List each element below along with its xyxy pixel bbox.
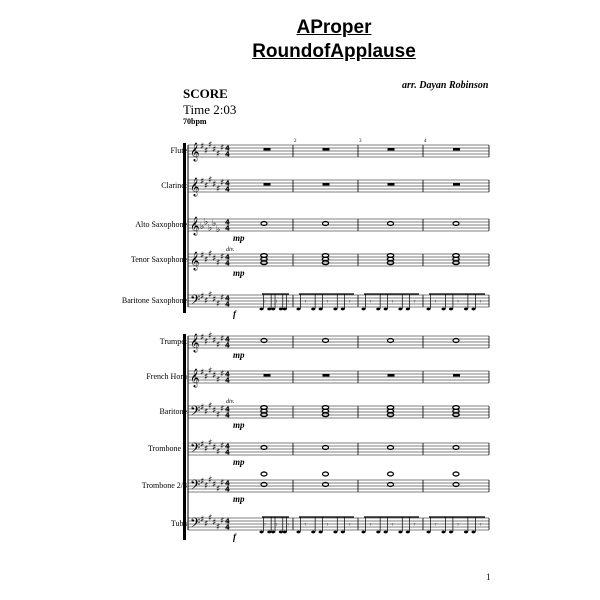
tempo-label: 70bpm: [183, 117, 207, 126]
sharp-icon: ♯: [220, 478, 225, 489]
eighth-rest-icon: 𝄾: [369, 298, 372, 306]
eighth-rest-icon: 𝄾: [348, 521, 351, 529]
whole-note-icon: [261, 446, 267, 450]
sharp-icon: ♯: [216, 410, 221, 421]
whole-rest-icon: [388, 374, 395, 377]
whole-note-icon: [261, 483, 267, 487]
whole-rest-icon: [323, 183, 330, 186]
eighth-rest-icon: 𝄾: [275, 521, 278, 529]
whole-rest-icon: [264, 148, 271, 151]
sharp-icon: ♯: [204, 296, 209, 307]
sharp-icon: ♯: [220, 178, 225, 189]
time-signature-top: 4: [225, 370, 230, 379]
whole-rest-icon: [453, 374, 460, 377]
sharp-icon: ♯: [208, 290, 213, 301]
sharp-icon: ♯: [212, 295, 217, 305]
instrument-name: Flute: [170, 146, 187, 155]
instrument-name: Alto Saxophone: [135, 220, 187, 229]
eighth-note-icon: [398, 308, 402, 311]
eighth-note-icon: [442, 308, 446, 311]
whole-note-icon: [453, 339, 459, 343]
eighth-note-icon: [260, 308, 264, 311]
bass-clef-icon: 𝄢: [190, 477, 201, 496]
eighth-rest-icon: 𝄾: [304, 521, 307, 529]
sharp-icon: ♯: [208, 140, 213, 151]
sharp-icon: ♯: [204, 181, 209, 192]
brass-bracket: [183, 334, 186, 540]
whole-rest-icon: [388, 183, 395, 186]
eighth-note-icon: [333, 308, 337, 311]
sharp-icon: ♯: [204, 146, 209, 157]
eighth-note-icon: [406, 531, 410, 534]
dynamic-marking: mp: [233, 233, 245, 243]
instrument-name: Tuba: [170, 519, 187, 528]
divisi-marking: div.: [226, 399, 235, 405]
eighth-note-icon: [427, 308, 431, 311]
time-signature-bottom: 4: [225, 523, 230, 532]
page-number: 1: [486, 572, 491, 582]
whole-note-icon: [323, 472, 329, 476]
instrument-name: Trumpet: [159, 337, 187, 346]
score-label: SCORE: [183, 86, 228, 101]
eighth-note-icon: [260, 531, 264, 534]
eighth-note-icon: [376, 308, 380, 311]
sharp-icon: ♯: [216, 340, 221, 351]
eighth-note-icon: [279, 531, 283, 534]
dynamic-marking: f: [233, 532, 236, 542]
whole-note-icon: [323, 222, 329, 226]
eighth-rest-icon: 𝄾: [263, 521, 266, 529]
sharp-icon: ♯: [208, 513, 213, 524]
sharp-icon: ♯: [208, 401, 213, 412]
eighth-rest-icon: 𝄾: [413, 521, 416, 529]
eighth-note-icon: [384, 308, 388, 311]
eighth-note-icon: [472, 308, 476, 311]
sharp-icon: ♯: [212, 180, 217, 190]
instrument-name: Baritone: [159, 407, 187, 416]
sharp-icon: ♯: [204, 481, 209, 492]
whole-rest-icon: [388, 148, 395, 151]
dynamic-marking: f: [233, 309, 236, 319]
dynamic-marking: mp: [233, 350, 245, 360]
sharp-icon: ♯: [220, 293, 225, 304]
eighth-rest-icon: 𝄾: [348, 298, 351, 306]
sharp-icon: ♯: [216, 522, 221, 533]
sharp-icon: ♯: [204, 519, 209, 530]
sharp-icon: ♯: [200, 333, 205, 343]
sharp-icon: ♯: [216, 299, 221, 310]
eighth-note-icon: [464, 308, 468, 311]
eighth-rest-icon: 𝄾: [479, 521, 482, 529]
eighth-note-icon: [311, 308, 315, 311]
bass-clef-icon: 𝄢: [190, 292, 201, 311]
eighth-note-icon: [341, 308, 345, 311]
eighth-note-icon: [341, 531, 345, 534]
dynamic-marking: mp: [233, 420, 245, 430]
eighth-rest-icon: 𝄾: [413, 298, 416, 306]
time-signature-bottom: 4: [225, 259, 230, 268]
title-line-2: RoundofApplause: [252, 41, 416, 62]
eighth-rest-icon: 𝄾: [391, 521, 394, 529]
sharp-icon: ♯: [204, 337, 209, 348]
whole-note-icon: [453, 472, 459, 476]
sharp-icon: ♯: [204, 255, 209, 266]
sharp-icon: ♯: [212, 145, 217, 155]
sharp-icon: ♯: [200, 403, 205, 413]
eighth-rest-icon: 𝄾: [263, 298, 266, 306]
time-signature-bottom: 4: [225, 300, 230, 309]
time-signature-top: 4: [225, 294, 230, 303]
whole-note-icon: [388, 222, 394, 226]
eighth-note-icon: [283, 531, 287, 534]
whole-rest-icon: [323, 148, 330, 151]
whole-rest-icon: [323, 374, 330, 377]
instrument-name: Trombone 1: [147, 444, 187, 453]
eighth-note-icon: [311, 531, 315, 534]
whole-note-icon: [388, 446, 394, 450]
sharp-icon: ♯: [216, 149, 221, 160]
sharp-icon: ♯: [220, 441, 225, 452]
whole-note-icon: [323, 446, 329, 450]
eighth-rest-icon: 𝄾: [304, 298, 307, 306]
eighth-note-icon: [472, 531, 476, 534]
sharp-icon: ♯: [200, 177, 205, 187]
eighth-rest-icon: 𝄾: [369, 521, 372, 529]
whole-note-icon: [261, 222, 267, 226]
whole-note-icon: [453, 446, 459, 450]
arranger-credit: arr. Dayan Robinson: [402, 80, 489, 91]
sharp-icon: ♯: [208, 366, 213, 377]
time-signature-bottom: 4: [225, 411, 230, 420]
flat-icon: ♭: [200, 222, 205, 232]
eighth-note-icon: [406, 308, 410, 311]
bass-clef-icon: 𝄢: [190, 515, 201, 534]
time-signature-bottom: 4: [225, 224, 230, 233]
treble-clef-icon: 𝄞: [190, 216, 200, 235]
sharp-icon: ♯: [220, 516, 225, 527]
eighth-rest-icon: 𝄾: [479, 298, 482, 306]
eighth-note-icon: [297, 308, 301, 311]
title-line-1: AProper: [296, 17, 372, 38]
eighth-note-icon: [297, 531, 301, 534]
sharp-icon: ♯: [208, 475, 213, 486]
whole-note-icon: [388, 483, 394, 487]
sharp-icon: ♯: [208, 249, 213, 260]
measure-number: 2: [294, 139, 297, 144]
sharp-icon: ♯: [212, 254, 217, 264]
sharp-icon: ♯: [200, 440, 205, 450]
sharp-icon: ♯: [212, 406, 217, 416]
sharp-icon: ♯: [200, 142, 205, 152]
eighth-note-icon: [319, 531, 323, 534]
whole-note-icon: [323, 483, 329, 487]
sharp-icon: ♯: [220, 252, 225, 263]
eighth-note-icon: [464, 531, 468, 534]
flat-icon: ♭: [204, 217, 209, 228]
time-signature-bottom: 4: [225, 485, 230, 494]
treble-clef-icon: 𝄞: [190, 177, 200, 196]
sharp-icon: ♯: [220, 369, 225, 380]
eighth-note-icon: [398, 531, 402, 534]
sharp-icon: ♯: [204, 407, 209, 418]
bass-clef-icon: 𝄢: [190, 403, 201, 422]
sharp-icon: ♯: [200, 515, 205, 525]
eighth-rest-icon: 𝄾: [457, 521, 459, 529]
sharp-icon: ♯: [212, 518, 217, 528]
sharp-icon: ♯: [220, 404, 225, 415]
eighth-note-icon: [333, 531, 337, 534]
sharp-icon: ♯: [216, 484, 221, 495]
eighth-rest-icon: 𝄾: [287, 298, 289, 306]
whole-note-icon: [388, 339, 394, 343]
eighth-note-icon: [384, 531, 388, 534]
eighth-rest-icon: 𝄾: [326, 521, 329, 529]
eighth-note-icon: [319, 308, 323, 311]
flat-icon: ♭: [208, 223, 213, 234]
eighth-note-icon: [449, 308, 453, 311]
instrument-name: Tenor Saxophone: [130, 255, 187, 264]
whole-note-icon: [261, 339, 267, 343]
time-signature-bottom: 4: [225, 150, 230, 159]
duration-label: Time 2:03: [183, 102, 237, 117]
sharp-icon: ♯: [204, 372, 209, 383]
sharp-icon: ♯: [216, 184, 221, 195]
whole-note-icon: [261, 472, 267, 476]
eighth-note-icon: [279, 308, 283, 311]
sharp-icon: ♯: [208, 175, 213, 186]
time-signature-top: 4: [225, 479, 230, 488]
dynamic-marking: mp: [233, 457, 245, 467]
eighth-rest-icon: 𝄾: [326, 298, 329, 306]
sharp-icon: ♯: [204, 444, 209, 455]
time-signature-top: 4: [225, 335, 230, 344]
whole-note-icon: [453, 483, 459, 487]
eighth-note-icon: [376, 531, 380, 534]
time-signature-bottom: 4: [225, 376, 230, 385]
whole-note-icon: [388, 472, 394, 476]
time-signature-top: 4: [225, 517, 230, 526]
eighth-rest-icon: 𝄾: [391, 298, 394, 306]
measure-number: 3: [359, 139, 362, 144]
eighth-rest-icon: 𝄾: [457, 298, 459, 306]
eighth-note-icon: [449, 531, 453, 534]
time-signature-top: 4: [225, 179, 230, 188]
time-signature-bottom: 4: [225, 185, 230, 194]
sharp-icon: ♯: [200, 477, 205, 487]
eighth-note-icon: [267, 308, 271, 311]
whole-rest-icon: [264, 183, 271, 186]
eighth-rest-icon: 𝄾: [287, 521, 289, 529]
eighth-note-icon: [283, 308, 287, 311]
sharp-icon: ♯: [212, 480, 217, 490]
eighth-note-icon: [362, 531, 366, 534]
sharp-icon: ♯: [200, 251, 205, 261]
treble-clef-icon: 𝄞: [190, 142, 200, 161]
eighth-rest-icon: 𝄾: [275, 298, 278, 306]
dynamic-marking: mp: [233, 268, 245, 278]
flat-icon: ♭: [216, 225, 221, 235]
sharp-icon: ♯: [200, 292, 205, 302]
sharp-icon: ♯: [212, 336, 217, 346]
sharp-icon: ♯: [216, 375, 221, 386]
instrument-name: French Horn: [146, 372, 187, 381]
sharp-icon: ♯: [200, 368, 205, 378]
eighth-note-icon: [267, 531, 271, 534]
time-signature-top: 4: [225, 253, 230, 262]
eighth-note-icon: [427, 531, 431, 534]
instrument-name: Baritone Saxophone: [121, 296, 187, 305]
flat-icon: ♭: [212, 219, 217, 229]
divisi-marking: div.: [226, 247, 235, 253]
eighth-note-icon: [271, 308, 275, 311]
instrument-name: Clarinet: [161, 181, 187, 190]
time-signature-top: 4: [225, 442, 230, 451]
time-signature-bottom: 4: [225, 341, 230, 350]
eighth-rest-icon: 𝄾: [434, 521, 437, 529]
treble-clef-icon: 𝄞: [190, 251, 200, 270]
whole-note-icon: [453, 222, 459, 226]
whole-rest-icon: [264, 374, 271, 377]
sharp-icon: ♯: [220, 334, 225, 345]
treble-clef-icon: 𝄞: [190, 368, 200, 387]
sharp-icon: ♯: [220, 143, 225, 154]
bass-clef-icon: 𝄢: [190, 440, 201, 459]
time-signature-top: 4: [225, 405, 230, 414]
whole-rest-icon: [453, 183, 460, 186]
whole-rest-icon: [453, 148, 460, 151]
sharp-icon: ♯: [216, 447, 221, 458]
time-signature-top: 4: [225, 218, 230, 227]
sharp-icon: ♯: [216, 258, 221, 269]
eighth-rest-icon: 𝄾: [434, 298, 437, 306]
dynamic-marking: mp: [233, 494, 245, 504]
eighth-note-icon: [271, 531, 275, 534]
treble-clef-icon: 𝄞: [190, 333, 200, 352]
time-signature-top: 4: [225, 144, 230, 153]
eighth-note-icon: [362, 308, 366, 311]
eighth-note-icon: [442, 531, 446, 534]
whole-note-icon: [323, 339, 329, 343]
instrument-name: Trombone 2/3: [141, 481, 187, 490]
sharp-icon: ♯: [212, 443, 217, 453]
sharp-icon: ♯: [208, 438, 213, 449]
measure-number: 4: [424, 139, 427, 144]
sharp-icon: ♯: [212, 371, 217, 381]
time-signature-bottom: 4: [225, 448, 230, 457]
sharp-icon: ♯: [208, 331, 213, 342]
